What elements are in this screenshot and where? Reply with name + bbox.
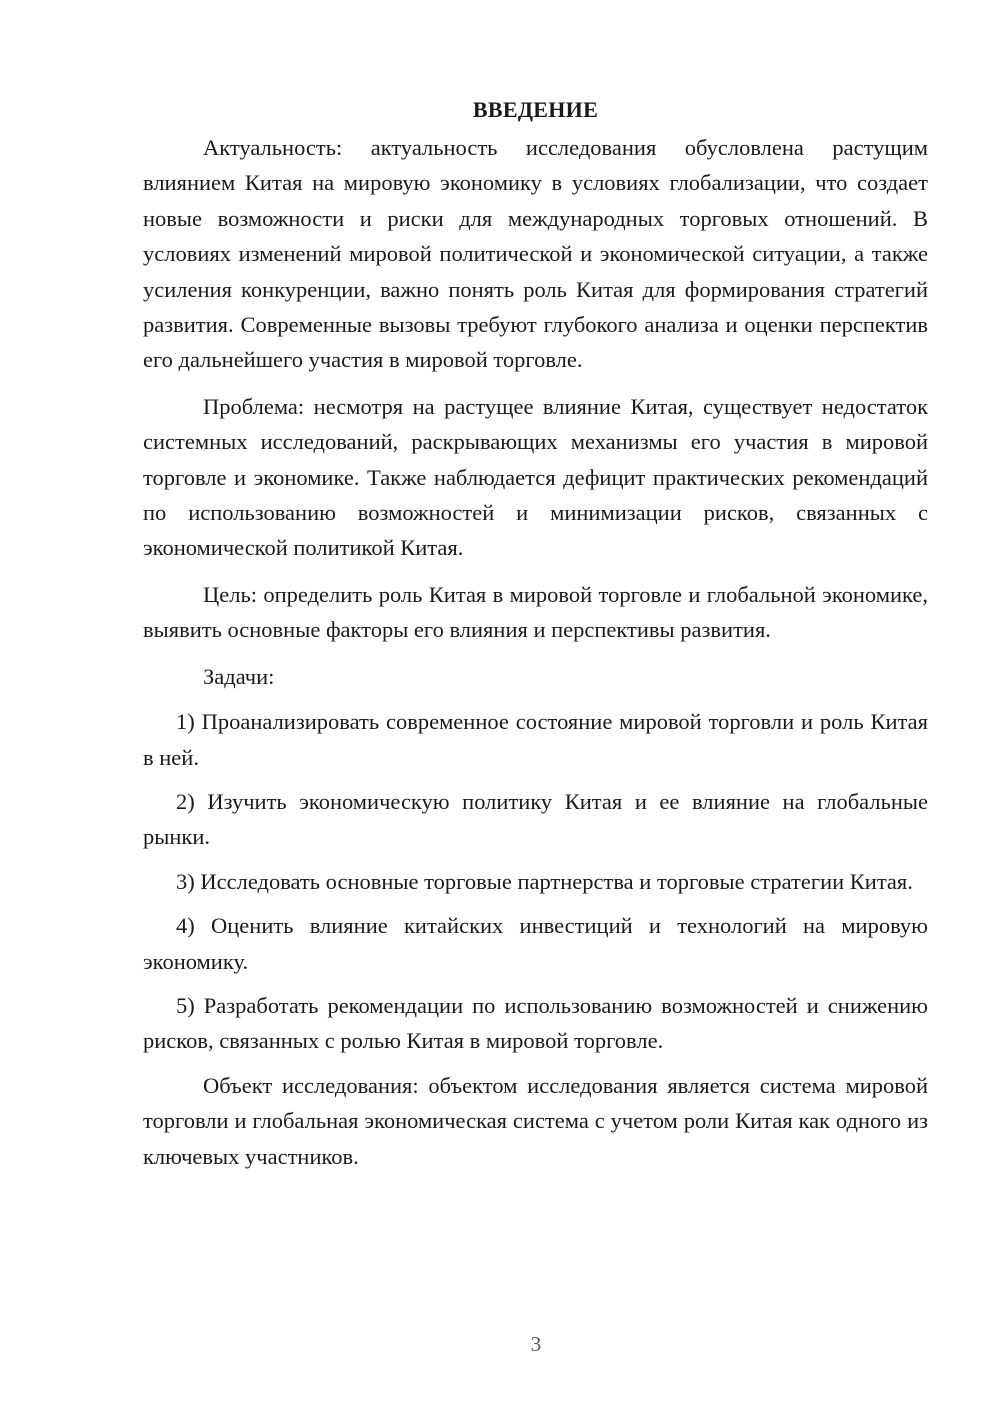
task-item-2: 2) Изучить экономическую политику Китая и ее влияние на глобальные рынки.	[143, 788, 928, 850]
task-item-5: 5) Разработать рекомендации по использованию возможностей и снижению рисков, связанных с ролью Китая в мировой торговле.	[143, 992, 928, 1054]
task-item-4: 4) Оценить влияние китайских инвестиций и технологий на мировую экономику.	[143, 913, 928, 974]
document-page	[143, 92, 928, 1185]
paragraph-problem: Проблема: несмотря на растущее влияние Китая, существует недостаток системных исследований, раскрывающих механизмы его участия в мировой торговле и экономике. Также наблюдается дефицит практических рекомендаций по использованию возможностей и минимизации рисков, связанных с экономической политикой Китая.	[143, 393, 928, 561]
task-item-3: 3) Исследовать основные торговые партнерства и торговые стратегии Китая.	[176, 868, 913, 894]
paragraph-relevance: Актуальность: актуальность исследования обусловлена растущим влиянием Китая на мировую экономику в условиях глобализации, что создает новые возможности и риски для международных торговых отношений. В условиях изменений мировой политической и экономической ситуации, а также усиления конкуренции, важно понять роль Китая для формирования стратегий развития. Современные вызовы требуют глубокого анализа и оценки перспектив его дальнейшего участия в мировой торговле.	[143, 135, 928, 373]
paragraph-object: Объект исследования: объектом исследования является система мировой торговли и глобальная экономическая система с учетом роли Китая как одного из ключевых участников.	[143, 1072, 928, 1169]
paragraph-goal: Цель: определить роль Китая в мировой торговле и глобальной экономике, выявить основные факторы его влияния и перспективы развития.	[143, 581, 928, 643]
task-item-1: 1) Проанализировать современное состояние мировой торговли и роль Китая в ней.	[143, 709, 928, 770]
page-number: 3	[530, 1332, 542, 1356]
section-title: ВВЕДЕНИЕ	[472, 97, 599, 122]
tasks-label: Задачи:	[203, 663, 275, 689]
